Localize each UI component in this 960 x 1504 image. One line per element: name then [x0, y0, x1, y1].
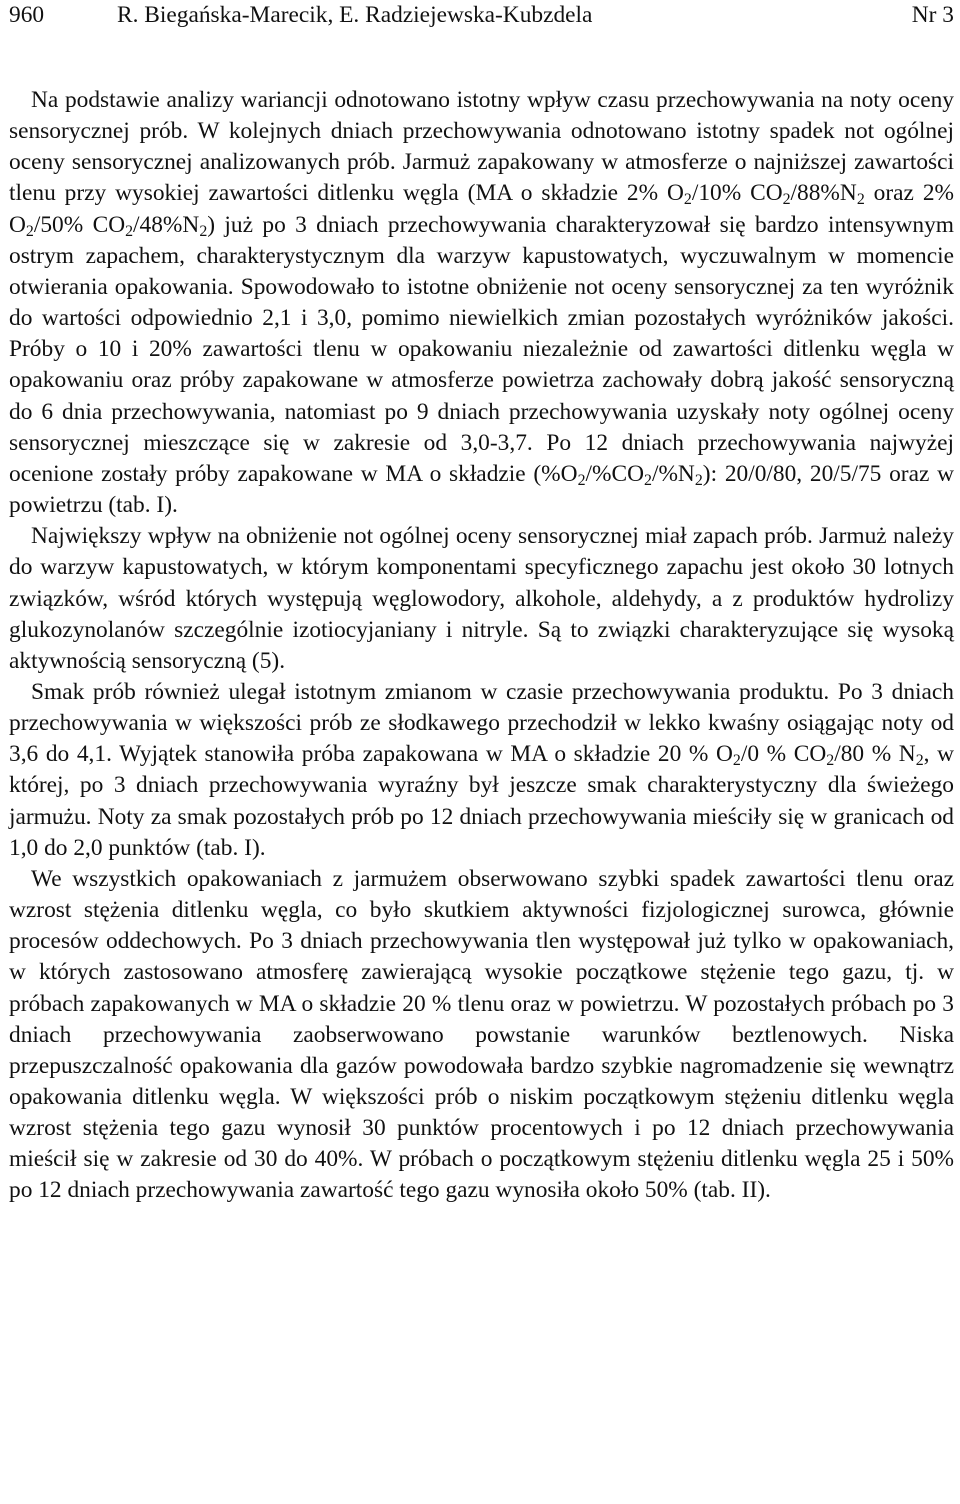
page-number: 960	[9, 2, 45, 28]
text-run: Na podstawie analizy wariancji odnotowano istotny wpływ czasu przechowywania na noty oceny sensorycznej prób. W kolejnych dniach przechowywania odnotowano istotny spadek not ogólnej oceny sensorycznej analizowanych prób. Jarmuż zapakowany w atmosferze o najniższej zawartości tlenu przy wysokiej zawartości ditlenku węgla (MA o składzie 2% O	[9, 87, 954, 207]
text-run: /80 % N	[834, 741, 916, 768]
text-run: /%CO	[585, 460, 644, 487]
subscript: 2	[782, 191, 791, 209]
page-header	[9, 0, 954, 31]
text-run: /50% CO	[33, 211, 126, 238]
subscript: 2	[732, 752, 741, 770]
subscript: 2	[577, 471, 586, 489]
article-body	[9, 85, 954, 1207]
paragraph-odour	[9, 521, 954, 677]
subscript: 2	[25, 222, 34, 240]
text-run: , w której, po 3 dniach przechowywania wyraźny był jeszcze smak charakterystyczny dla świeżego jarmużu. Noty za smak pozostałych prób po 12 dniach przechowywania mieściły się w granicach od 1,0 do 2,0 punktów (tab. I).	[9, 741, 954, 861]
paragraph-gas-composition	[9, 864, 954, 1207]
subscript: 2	[683, 191, 692, 209]
subscript: 2	[199, 222, 208, 240]
text-run: /0 % CO	[740, 741, 827, 768]
text-run: Największy wpływ na obniżenie not ogólnej oceny sensorycznej miał zapach prób. Jarmuż należy do warzyw kapustowatych, w którym komponentami specyficznego zapachu jest około 30 lotnych związków, wśród których występują węglowodory, alkohole, aldehydy, a z produktów hydrolizy glukozynolanów szczególnie izotiocyjaniany i nitryle. Są to związki charakteryzujące się wysoką aktywnością sensoryczną (5).	[9, 523, 954, 674]
text-run: /88%N	[790, 180, 857, 207]
paragraph-taste	[9, 677, 954, 864]
text-run: /48%N	[133, 211, 200, 238]
paragraph-sensory-evaluation	[9, 85, 954, 521]
subscript: 2	[826, 752, 835, 770]
subscript: 2	[644, 471, 652, 489]
text-run: /%N	[651, 460, 695, 487]
text-run: We wszystkich opakowaniach z jarmużem obserwowano szybki spadek zawartości tlenu oraz wzrost stężenia ditlenku węgla, co było skutkiem aktywności fizjologicznej surowca, głównie procesów oddechowych. Po 3 dniach przechowywania tlen występował już tylko w opakowaniach, w których zastosowano atmosferę zawierającą wysokie początkowe stężenie tego gazu, tj. w próbach zapakowanych w MA o składzie 20 % tlenu oraz w powietrzu. W pozostałych próbach po 3 dniach przechowywania zaobserwowano powstanie warunków beztlenowych. Niska przepuszczalność opakowania dla gazów powodowała bardzo szybkie nagromadzenie się wewnątrz opakowania ditlenku węgla. W większości prób o niskim początkowym stężeniu ditlenku węgla wzrost stężenia tego gazu wynosił 30 punktów procentowych i po 12 dniach przechowywania mieścił się w zakresie od 30 do 40%. W próbach o początkowym stężeniu ditlenku węgla 25 i 50% po 12 dniach przechowywania zawartość tego gazu wynosiła około 50% (tab. II).	[9, 865, 954, 1204]
text-run: ): 20/0/80, 20/5/75 oraz w powietrzu (tab. I).	[9, 460, 954, 519]
subscript: 2	[125, 222, 134, 240]
issue-number: Nr 3	[911, 2, 954, 28]
subscript: 2	[694, 471, 703, 489]
subscript: 2	[856, 191, 865, 209]
text-run: Smak prób również ulegał istotnym zmianom w czasie przechowywania produktu. Po 3 dniach przechowywania w większości prób ze słodkawego przechodził w lekko kwaśny osiągając noty od 3,6 do 4,1. Wyjątek stanowiła próba zapakowana w MA o składzie 20 % O	[9, 678, 954, 768]
text-run: ) już po 3 dniach przechowywania charakteryzował się bardzo intensywnym ostrym zapachem, charakterystycznym dla warzyw kapustowatych, wyczuwalnym w momencie otwierania opakowania. Spowodowało to istotne obniżenie not oceny sensorycznej za ten wyróżnik do wartości odpowiednio 2,1 i 3,0, pomimo niewielkich zmian pozostałych wyróżników jakości. Próby o 10 i 20% zawartości tlenu w opakowaniu niezależnie od zawartości ditlenku węgla w opakowaniu oraz próby zapakowane w atmosferze powietrza zachowały dobrą jakość sensoryczną do 6 dnia przechowywania, natomiast po 9 dniach przechowywania uzyskały noty ogólnej oceny sensorycznej mieszczące się w zakresie od 3,0-3,7. Po 12 dniach przechowywania najwyżej ocenione zostały próby zapakowane w MA o składzie (%O	[9, 211, 955, 487]
running-head-authors: R. Biegańska-Marecik, E. Radziejewska-Kubzdela	[117, 2, 593, 28]
text-run: /10% CO	[691, 180, 783, 207]
subscript: 2	[915, 752, 924, 770]
text-run: oraz 2% O	[9, 180, 955, 238]
